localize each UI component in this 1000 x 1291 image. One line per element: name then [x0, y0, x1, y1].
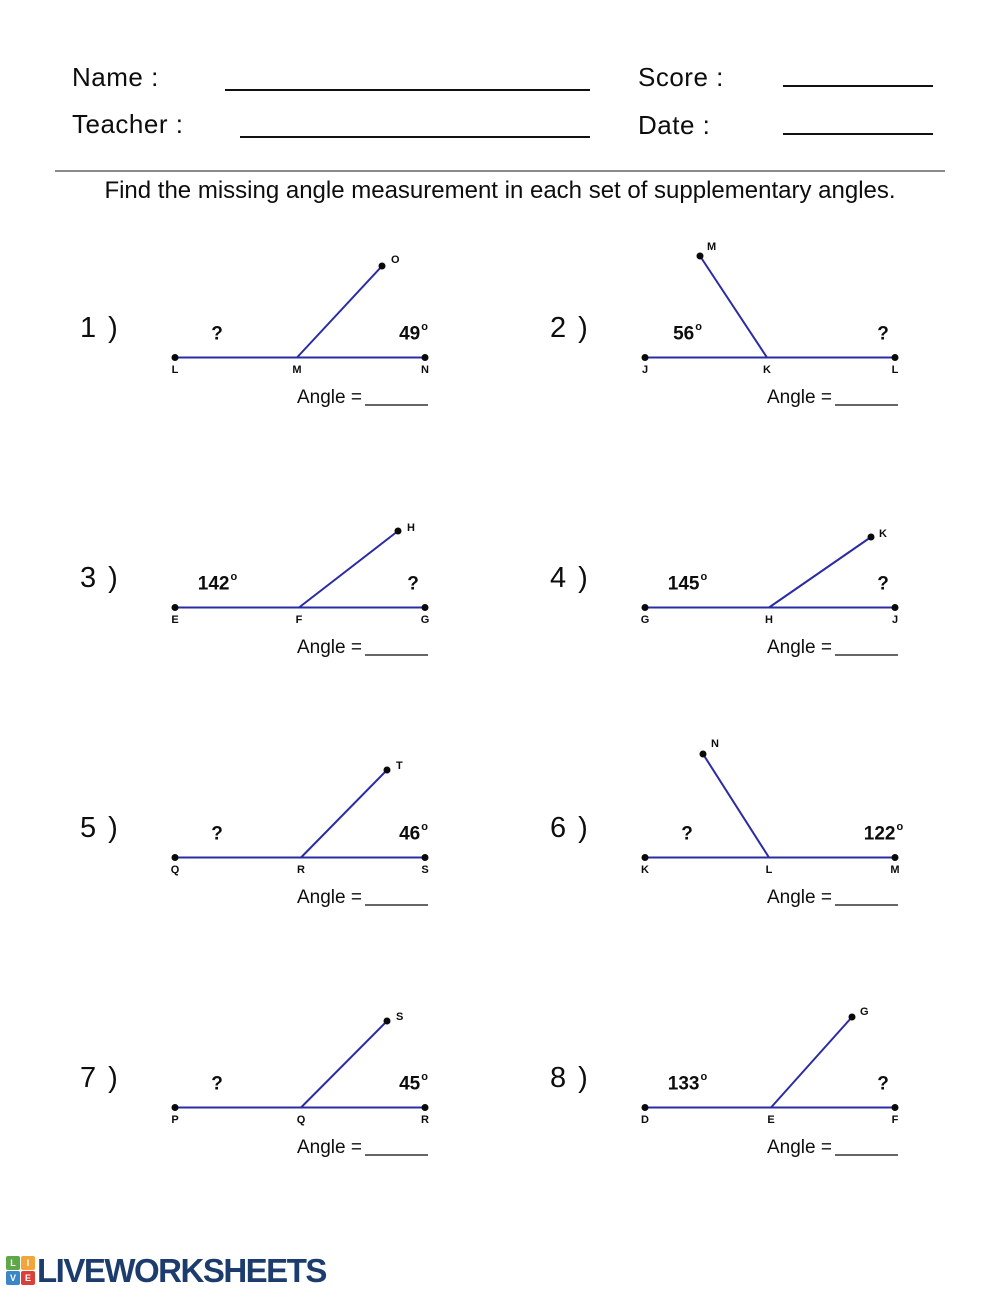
degree-icon: o: [421, 1071, 428, 1083]
point-label-mid: L: [765, 864, 773, 876]
point-label-right: L: [891, 364, 899, 376]
answer-blank[interactable]: [835, 390, 898, 406]
left-endpoint-dot: [172, 854, 179, 861]
point-label-mid: H: [765, 614, 773, 626]
problem-number: 1 ): [80, 312, 120, 344]
problem-number: 3 ): [80, 562, 120, 594]
left-endpoint-dot: [172, 604, 179, 611]
point-label-tip: S: [396, 1011, 404, 1023]
angle-ray: [301, 1021, 387, 1108]
right-angle-label: 46$^o$: [399, 821, 428, 845]
ray-tip-dot: [384, 767, 391, 774]
liveworksheets-logo-icon: [6, 1256, 36, 1286]
left-endpoint-dot: [172, 1104, 179, 1111]
point-label-left: J: [641, 364, 649, 376]
problem-number: 7 ): [80, 1062, 120, 1094]
point-label-left: P: [171, 1114, 179, 1126]
brand-text: LIVEWORKSHEETS: [37, 1252, 326, 1289]
point-label-right: G: [420, 614, 430, 626]
answer-blank[interactable]: [835, 890, 898, 906]
angle-equals-label: Angle =: [297, 1137, 362, 1158]
angle-equals-label: Angle =: [767, 387, 832, 408]
angle-diagram: [60, 730, 520, 942]
angle-equals-label: Angle =: [297, 637, 362, 658]
left-angle-label: 142$^o$: [197, 571, 238, 595]
right-endpoint-dot: [422, 354, 429, 361]
right-angle-label: 122$^o$: [863, 821, 904, 845]
right-endpoint-dot: [892, 1104, 899, 1111]
name-label: Name :: [72, 62, 159, 92]
point-label-mid: M: [292, 364, 302, 376]
angle-diagram: [530, 980, 990, 1192]
point-label-mid: R: [297, 864, 305, 876]
point-label-mid: Q: [296, 1114, 306, 1126]
point-label-tip: N: [711, 738, 719, 750]
left-angle-label: ?: [681, 823, 693, 845]
ray-tip-dot: [395, 528, 402, 535]
problem-1: [60, 230, 520, 442]
problem-4: [530, 480, 990, 692]
teacher-line[interactable]: [240, 112, 590, 138]
angle-ray: [703, 754, 769, 858]
left-endpoint-dot: [642, 604, 649, 611]
point-label-tip: G: [860, 1006, 869, 1018]
degree-icon: o: [421, 821, 428, 833]
point-label-tip: M: [707, 241, 717, 253]
degree-icon: o: [896, 821, 904, 833]
ray-tip-dot: [700, 751, 707, 758]
angle-diagram: [60, 480, 520, 692]
left-endpoint-dot: [642, 354, 649, 361]
logo-tile-l: L: [6, 1256, 20, 1270]
divider: [55, 170, 945, 172]
problem-number: 4 ): [550, 562, 590, 594]
right-angle-label: ?: [407, 573, 419, 595]
answer-blank[interactable]: [365, 640, 428, 656]
problem-7: [60, 980, 520, 1192]
right-angle-label: ?: [877, 573, 889, 595]
teacher-label: Teacher :: [72, 109, 184, 139]
logo-tile-v: V: [6, 1271, 20, 1285]
left-endpoint-dot: [172, 354, 179, 361]
right-angle-label: ?: [877, 323, 889, 345]
degree-icon: o: [700, 1071, 708, 1083]
ray-tip-dot: [868, 534, 875, 541]
point-label-tip: H: [407, 522, 415, 534]
point-label-right: F: [891, 1114, 899, 1126]
angle-ray: [297, 266, 382, 358]
answer-blank[interactable]: [365, 890, 428, 906]
answer-blank[interactable]: [365, 390, 428, 406]
angle-diagram: [530, 230, 990, 442]
problem-number: 2 ): [550, 312, 590, 344]
point-label-right: R: [421, 1114, 429, 1126]
date-line[interactable]: [783, 109, 933, 135]
problem-number: 6 ): [550, 812, 590, 844]
point-label-left: L: [171, 364, 179, 376]
score-label: Score :: [638, 62, 724, 92]
left-angle-label: ?: [211, 1073, 223, 1095]
angle-equals-label: Angle =: [767, 887, 832, 908]
angle-ray: [700, 256, 767, 358]
right-endpoint-dot: [422, 854, 429, 861]
left-angle-label: 133$^o$: [667, 1071, 708, 1095]
angle-diagram: [60, 980, 520, 1192]
left-endpoint-dot: [642, 854, 649, 861]
point-label-left: K: [641, 864, 649, 876]
left-angle-label: ?: [211, 823, 223, 845]
angle-ray: [301, 770, 387, 858]
right-angle-label: 45$^o$: [399, 1071, 428, 1095]
name-line[interactable]: [225, 65, 590, 91]
degree-icon: o: [421, 321, 428, 333]
right-angle-label: 49$^o$: [399, 321, 428, 345]
angle-equals-label: Angle =: [297, 387, 362, 408]
left-endpoint-dot: [642, 1104, 649, 1111]
angle-equals-label: Angle =: [297, 887, 362, 908]
ray-tip-dot: [697, 253, 704, 260]
right-endpoint-dot: [422, 1104, 429, 1111]
problem-2: [530, 230, 990, 442]
problem-5: [60, 730, 520, 942]
point-label-left: Q: [170, 864, 180, 876]
right-endpoint-dot: [422, 604, 429, 611]
degree-icon: o: [700, 571, 708, 583]
ray-tip-dot: [384, 1018, 391, 1025]
instruction-text: Find the missing angle measurement in each set of supplementary angles.: [104, 177, 896, 204]
problem-number: 5 ): [80, 812, 120, 844]
degree-icon: o: [695, 321, 702, 333]
problem-6: [530, 730, 990, 942]
right-angle-label: ?: [877, 1073, 889, 1095]
right-endpoint-dot: [892, 854, 899, 861]
angle-equals-label: Angle =: [767, 1137, 832, 1158]
point-label-right: J: [891, 614, 899, 626]
angle-diagram: [530, 480, 990, 692]
score-line[interactable]: [783, 61, 933, 87]
angle-diagram: [60, 230, 520, 442]
point-label-tip: T: [396, 760, 403, 772]
point-label-tip: O: [391, 254, 400, 266]
problem-3: [60, 480, 520, 692]
angle-equals-label: Angle =: [767, 637, 832, 658]
point-label-left: G: [640, 614, 650, 626]
left-angle-label: 56$^o$: [673, 321, 702, 345]
right-endpoint-dot: [892, 604, 899, 611]
point-label-right: M: [890, 864, 900, 876]
point-label-mid: E: [767, 1114, 775, 1126]
point-label-tip: K: [879, 528, 887, 540]
ray-tip-dot: [379, 263, 386, 270]
right-endpoint-dot: [892, 354, 899, 361]
answer-blank[interactable]: [835, 640, 898, 656]
logo-tile-i: I: [21, 1256, 35, 1270]
date-label: Date :: [638, 110, 711, 140]
angle-diagram: [530, 730, 990, 942]
point-label-left: D: [641, 1114, 649, 1126]
point-label-mid: F: [295, 614, 303, 626]
point-label-mid: K: [763, 364, 771, 376]
point-label-left: E: [171, 614, 179, 626]
angle-ray: [769, 537, 871, 608]
problem-number: 8 ): [550, 1062, 590, 1094]
angle-ray: [299, 531, 398, 608]
problem-8: [530, 980, 990, 1192]
answer-blank[interactable]: [835, 1140, 898, 1156]
point-label-right: S: [421, 864, 429, 876]
left-angle-label: 145$^o$: [667, 571, 708, 595]
left-angle-label: ?: [211, 323, 223, 345]
angle-ray: [771, 1017, 852, 1108]
logo-tile-e: E: [21, 1271, 35, 1285]
point-label-right: N: [421, 364, 429, 376]
answer-blank[interactable]: [365, 1140, 428, 1156]
degree-icon: o: [230, 571, 238, 583]
ray-tip-dot: [849, 1014, 856, 1021]
